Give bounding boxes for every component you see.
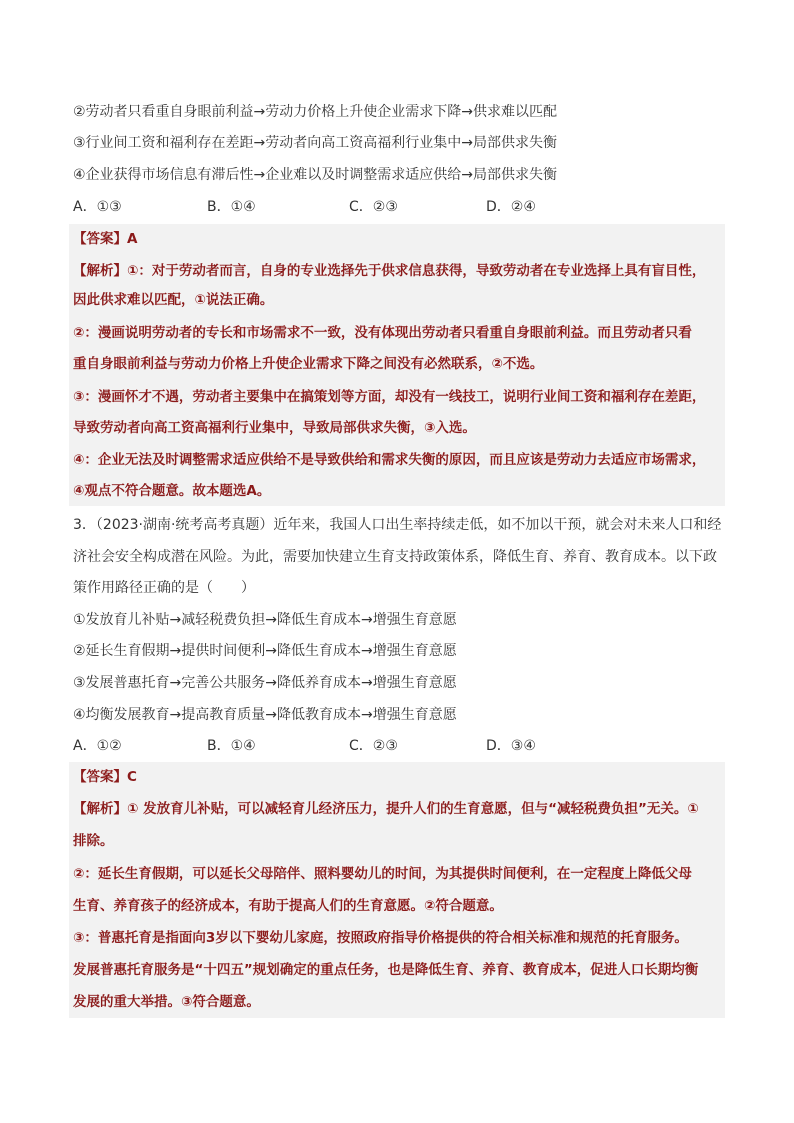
q2-choice-c: C．②③	[349, 199, 398, 215]
q3-stem-line: 济社会安全构成潜在风险。为此，需要加快建立生育支持政策体系，降低生育、养育、教育成本。以下政	[73, 549, 717, 565]
q2-analysis-line: 重自身眼前利益与劳动力价格上升使企业需求下降之间没有必然联系，②不选。	[73, 356, 544, 372]
q3-stem-line: 策作用路径正确的是（ ）	[73, 580, 255, 596]
q3-choice-b: B．①④	[207, 738, 256, 754]
q3-stem-line: 3．（2023·湖南·统考高考真题）近年来，我国人口出生率持续走低，如不加以干预，就会对未来人口和经	[73, 517, 722, 533]
q2-answer-box	[69, 224, 725, 506]
q3-choice-d: D．③④	[486, 738, 536, 754]
q2-choice-b: B．①④	[207, 199, 256, 215]
q3-option-3: ③发展普惠托育→完善公共服务→降低养育成本→增强生育意愿	[73, 675, 457, 691]
q3-option-2: ②延长生育假期→提供时间便利→降低生育成本→增强生育意愿	[73, 643, 457, 659]
q2-option-2: ②劳动者只看重自身眼前利益→劳动力价格上升使企业需求下降→供求难以匹配	[73, 104, 558, 120]
q3-analysis-line: 排除。	[73, 833, 114, 849]
q3-analysis-line: ②：延长生育假期，可以延长父母陪伴、照料婴幼儿的时间，为其提供时间便利，在一定程度上降低父母	[73, 866, 692, 882]
q2-analysis-line: ④观点不符合题意。故本题选A。	[73, 483, 271, 499]
q3-analysis-line: 生育、养育孩子的经济成本，有助于提高人们的生育意愿。②符合题意。	[73, 898, 503, 914]
q3-analysis-line: 【解析】① 发放育儿补贴，可以减轻育儿经济压力，提升人们的生育意愿，但与“减轻税费负担”无关。①	[73, 801, 699, 817]
q2-analysis-line: ②：漫画说明劳动者的专长和市场需求不一致，没有体现出劳动者只看重自身眼前利益。而且劳动者只看	[73, 325, 692, 341]
q2-option-4: ④企业获得市场信息有滞后性→企业难以及时调整需求适应供给→局部供求失衡	[73, 167, 558, 183]
q3-analysis-line: 发展普惠托育服务是“十四五”规划确定的重点任务，也是降低生育、养育、教育成本，促进人口长期均衡	[73, 962, 699, 978]
q3-option-4: ④均衡发展教育→提高教育质量→降低教育成本→增强生育意愿	[73, 707, 457, 723]
q2-option-3: ③行业间工资和福利存在差距→劳动者向高工资高福利行业集中→局部供求失衡	[73, 135, 558, 151]
q2-choice-d: D．②④	[486, 199, 536, 215]
q2-analysis-line: 【解析】①：对于劳动者而言，自身的专业选择先于供求信息获得，导致劳动者在专业选择上具有盲目性，	[73, 263, 706, 279]
q2-analysis-line: 导致劳动者向高工资高福利行业集中，导致局部供求失衡，③入选。	[73, 420, 476, 436]
q3-option-1: ①发放育儿补贴→减轻税费负担→降低生育成本→增强生育意愿	[73, 612, 457, 628]
q2-choice-a: A．①③	[73, 199, 122, 215]
q2-analysis-line: ④：企业无法及时调整需求适应供给不是导致供给和需求失衡的原因，而且应该是劳动力去适应市场需求，	[73, 452, 706, 468]
q2-analysis-line: ③：漫画怀才不遇，劳动者主要集中在搞策划等方面，却没有一线技工，说明行业间工资和福利存在差距，	[73, 389, 706, 405]
q3-answer: 【答案】C	[73, 769, 137, 785]
q2-answer: 【答案】A	[73, 231, 138, 247]
q3-analysis-line: 发展的重大举措。③符合题意。	[73, 994, 260, 1010]
q3-answer-box	[69, 762, 725, 1018]
q2-analysis-line: 因此供求难以匹配，①说法正确。	[73, 292, 274, 308]
q3-analysis-line: ③：普惠托育是指面向3岁以下婴幼儿家庭，按照政府指导价格提供的符合相关标准和规范的托育服务。	[73, 930, 688, 946]
q3-choice-a: A．①②	[73, 738, 122, 754]
q3-choice-c: C．②③	[349, 738, 398, 754]
